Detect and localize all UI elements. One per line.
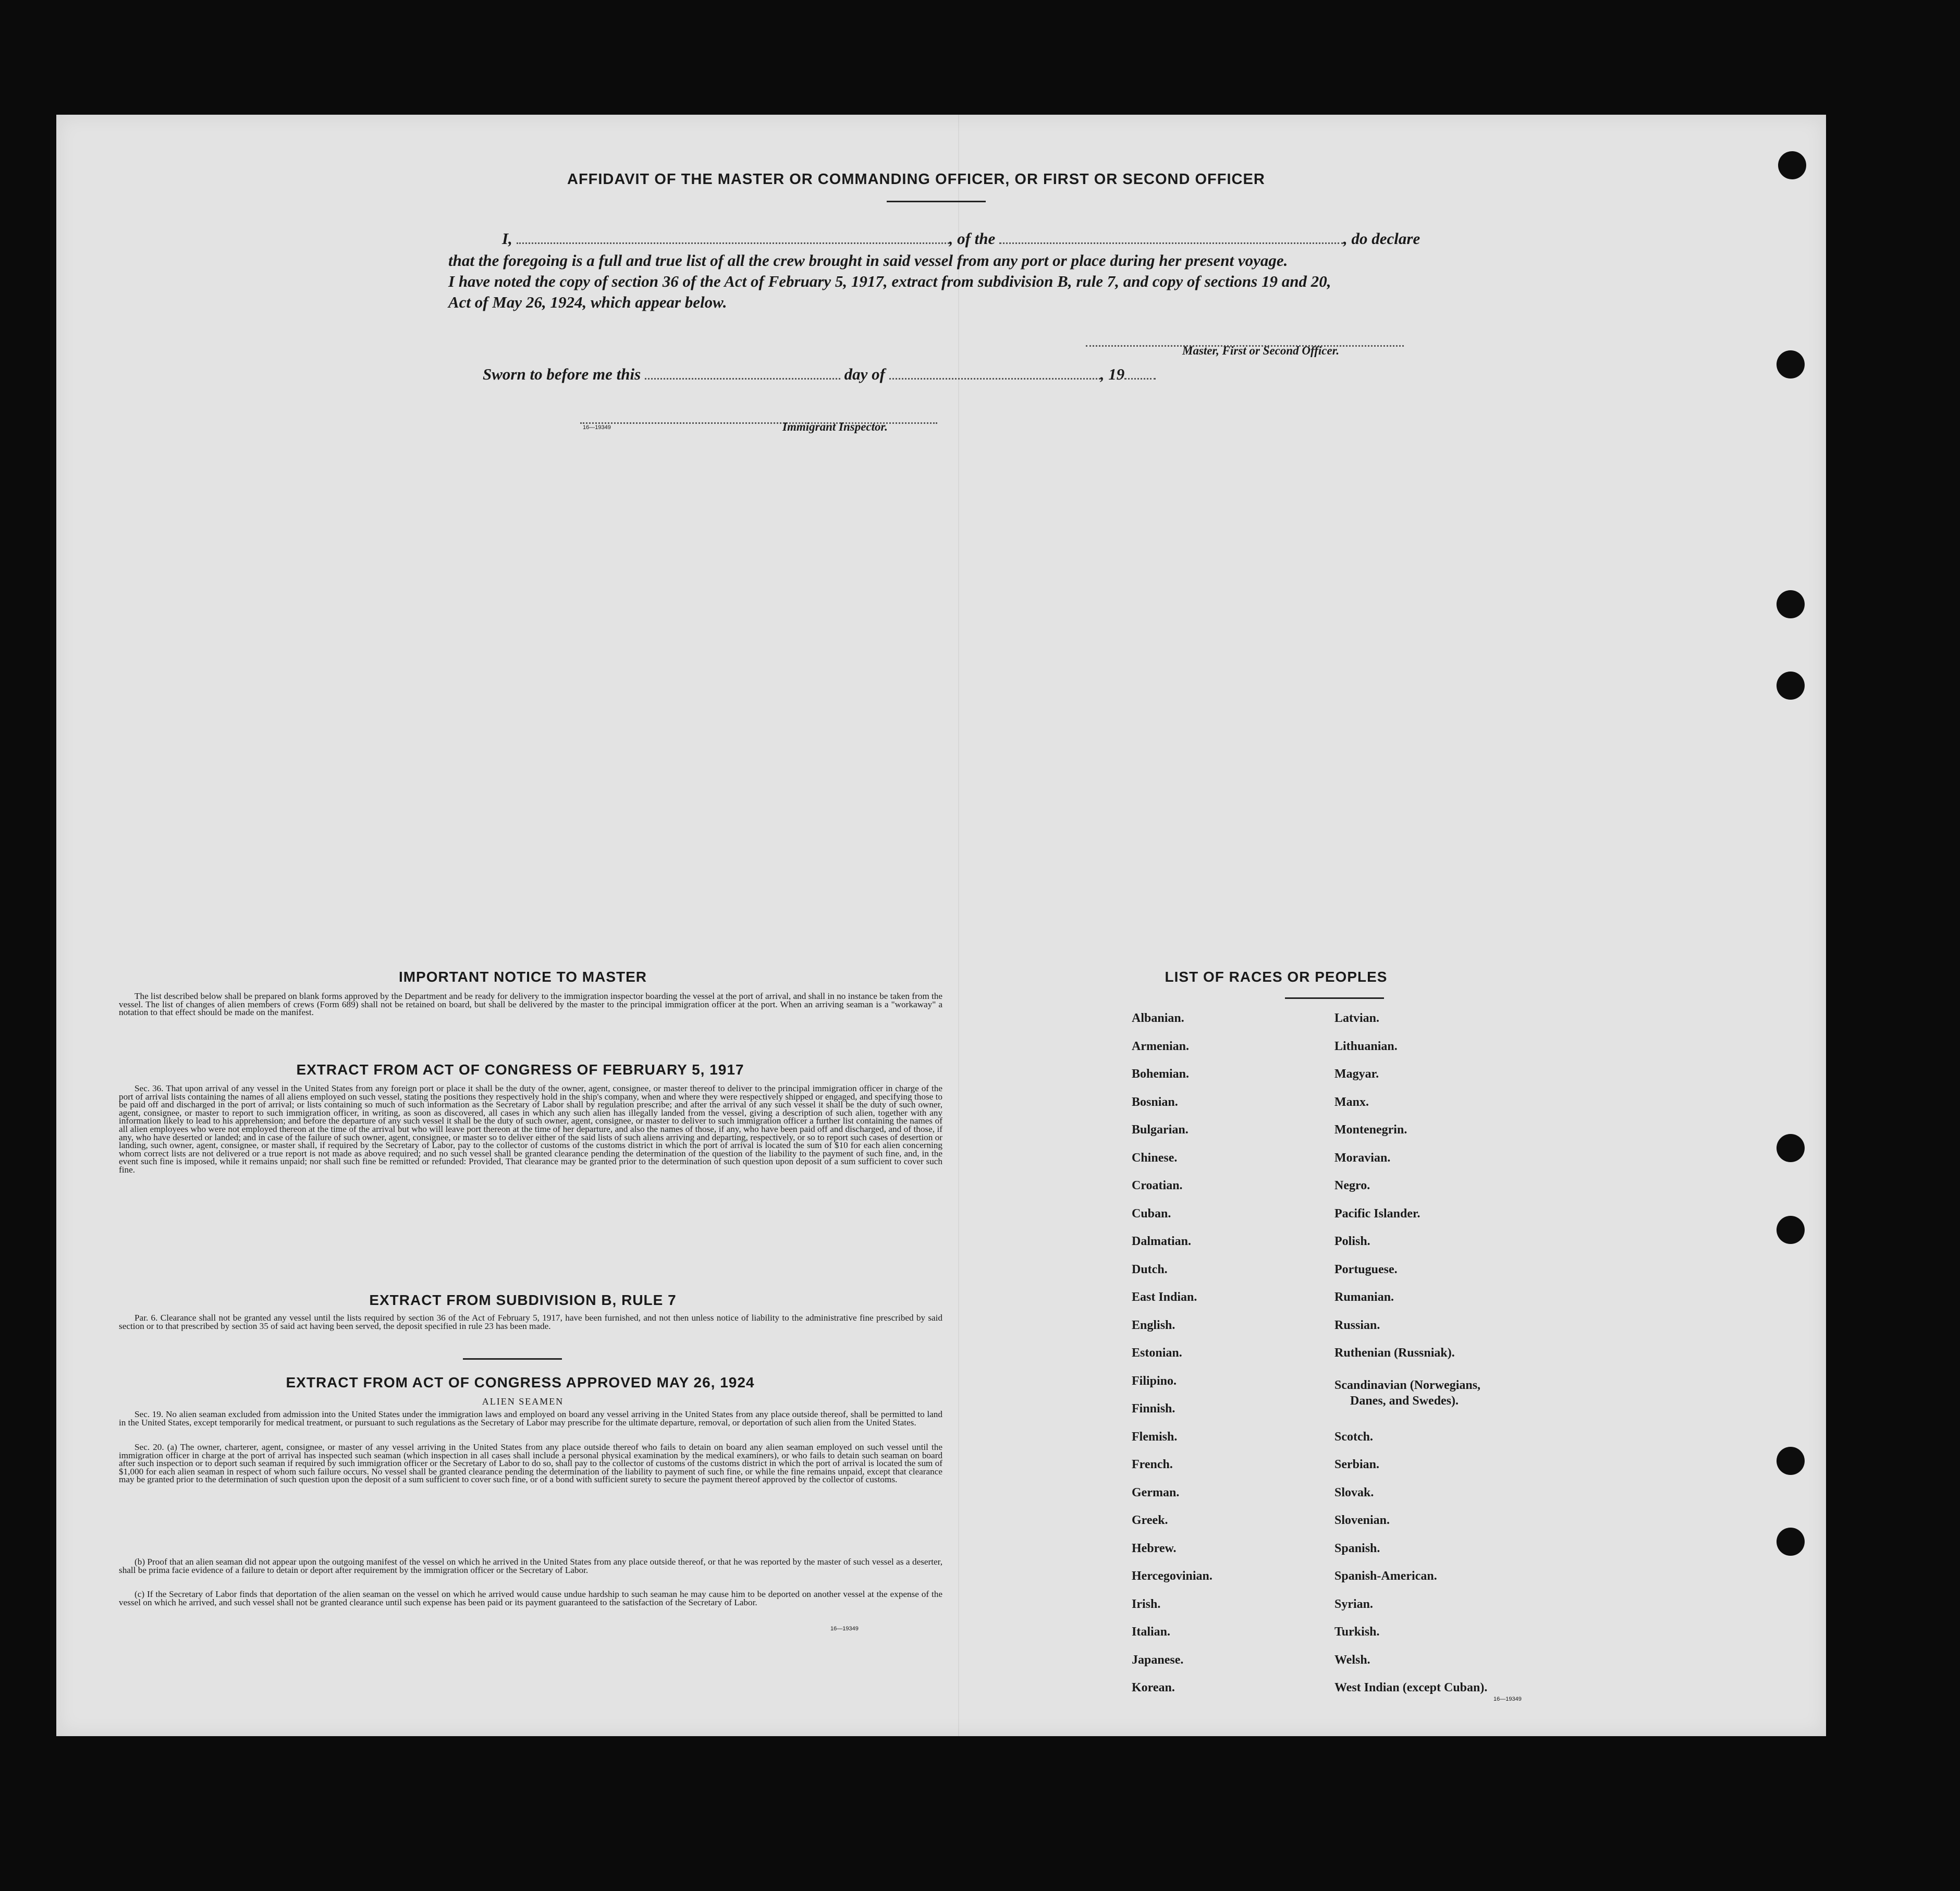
race-item: Croatian.: [1132, 1179, 1183, 1192]
race-item: Turkish.: [1334, 1625, 1380, 1639]
race-item: Flemish.: [1132, 1430, 1178, 1444]
race-item: Cuban.: [1132, 1207, 1171, 1221]
race-item: Greek.: [1132, 1514, 1168, 1527]
sworn-line: [483, 365, 1156, 384]
vessel-field[interactable]: [999, 231, 1343, 244]
rule-7-title: EXTRACT FROM SUBDIVISION B, RULE 7: [369, 1292, 677, 1308]
affidavit-form-number: 16—19349: [583, 424, 611, 431]
punch-hole: [1777, 672, 1805, 700]
race-item: Danes, and Swedes).: [1350, 1394, 1459, 1408]
race-item: Latvian.: [1334, 1011, 1380, 1025]
affidavit-do-declare: , do declare: [1343, 229, 1420, 248]
name-field[interactable]: [517, 231, 949, 244]
race-item: Welsh.: [1334, 1653, 1370, 1667]
notice-text: The list described below shall be prepared on blank forms approved by the Department and be ready for delivery to the immigration inspector boarding the vessel at the port of arrival, and shall in no instance be taken from the vessel. The list of changes of alien members of crews (Form 689) shall not be retained on board, but shall be delivered by the master to the principal immigration officer at the port. When an arriving seaman is a "workaway" a notation to that effect should be made on the manifest.: [119, 991, 942, 1018]
race-item: Moravian.: [1334, 1151, 1391, 1165]
extract-form-number: 16—19349: [830, 1626, 859, 1632]
race-item: Pacific Islander.: [1334, 1207, 1420, 1221]
notice-title: IMPORTANT NOTICE TO MASTER: [398, 969, 647, 985]
extract-1924-sec-20a: Sec. 20. (a) The owner, charterer, agent, consignee, or master of any vessel arriving in the United States from any place outside thereof who fails to detain on board any alien seaman employed on such vessel until the immigration officer in charge at the port of arrival has inspected such seaman (which inspection in all cases shall include a personal physical examination by the medical examiners), or who fails to detain such seaman on board after such inspection or to deport such seaman if required by such immigration officer or the Secretary of Labor to do so, shall pay to the collector of customs of the customs district in which the port of arrival is located the sum of $1,000 for each alien seaman in respect of whom such failure occurs. No vessel shall be granted clearance pending the determination of the liability to payment of such fine, or while the fine remains unpaid, except that clearance may be granted prior to the determination of such question upon the deposit of a sum sufficient to cover such fine, or of a bond with sufficient surety to secure the payment thereof approved by the collector of customs.: [119, 1442, 942, 1485]
race-item: Russian.: [1334, 1319, 1380, 1332]
race-item: Italian.: [1132, 1625, 1171, 1639]
race-item: Lithuanian.: [1334, 1040, 1398, 1053]
races-divider: [1285, 997, 1384, 999]
race-item: Armenian.: [1132, 1040, 1189, 1053]
race-item: German.: [1132, 1486, 1180, 1499]
race-item: Japanese.: [1132, 1653, 1184, 1667]
rule-7-divider: [463, 1358, 562, 1360]
race-item: French.: [1132, 1458, 1173, 1471]
race-item: West Indian (except Cuban).: [1334, 1681, 1488, 1694]
affidavit-i: I,: [502, 229, 512, 248]
race-item: Korean.: [1132, 1681, 1175, 1694]
race-item: Estonian.: [1132, 1346, 1182, 1360]
race-item: Filipino.: [1132, 1374, 1177, 1388]
race-item: Scotch.: [1334, 1430, 1373, 1444]
race-item: Hercegovinian.: [1132, 1569, 1212, 1583]
race-item: Bosnian.: [1132, 1095, 1178, 1109]
race-item: Montenegrin.: [1334, 1123, 1407, 1137]
alien-seamen-subtitle: ALIEN SEAMEN: [482, 1396, 564, 1407]
title-divider: [887, 201, 986, 202]
affidavit-of-the: , of the: [949, 229, 996, 248]
race-item: Manx.: [1334, 1095, 1369, 1109]
race-item: Albanian.: [1132, 1011, 1184, 1025]
race-item: Syrian.: [1334, 1597, 1374, 1611]
punch-hole: [1777, 1134, 1805, 1162]
sworn-year-label: , 19: [1100, 365, 1125, 383]
sworn-prefix: Sworn to before me this: [483, 365, 641, 383]
race-item: Spanish-American.: [1334, 1569, 1437, 1583]
race-item: Ruthenian (Russniak).: [1334, 1346, 1455, 1360]
race-item: Hebrew.: [1132, 1542, 1177, 1555]
extract-1924-title: EXTRACT FROM ACT OF CONGRESS APPROVED MAY 26, 1924: [286, 1374, 755, 1390]
punch-hole: [1778, 151, 1806, 179]
extract-1917-text: Sec. 36. That upon arrival of any vessel in the United States from any foreign port or place it shall be the duty of the owner, agent, consignee, or master thereof to deliver to the principal immigration officer in charge of the port of arrival lists containing the names of all aliens employed on such vessel, stating the positions they respectively hold in the ship's company, when and where they were respectively shipped or engaged, and specifying those to be paid off and discharged in the port of arrival; or lists containing so much of such information as the Secretary of Labor shall by regulation prescribe; and after the arrival of any such vessel it shall be the duty of such owner, agent, consignee, or master to report to such immigration officer, in writing, as soon as discovered, all cases in which any such alien has illegally landed from the vessel, giving a description of such alien, together with any information likely to lead to his apprehension; and before the departure of any such vessel it shall be the duty of such owner, agent, consignee, or master to deliver to such immigration officer a further list containing the names of all alien employees who were not employed thereon at the time of the arrival but who will leave port thereon at the time of her departure, and also the names of those, if any, who have been paid off and discharged, and of those, if any, who have deserted or landed; and in case of the failure of such owner, agent, consignee, or master so to deliver either of the said lists of such aliens arriving and departing, respectively, or so to report such cases of desertion or landing, such owner, agent, consignee, or master shall, if required by the Secretary of Labor, pay to the collector of customs of the customs district in which the port of arrival is located the sum of $10 for each alien concerning whom correct lists are not delivered or a true report is not made as above required; and no such vessel shall be granted clearance pending the determination of the question of the liability to the payment of such fine, and, in the event such fine is imposed, while it remains unpaid; nor shall such fine be remitted or refunded: Provided, That clearance may be granted prior to the determination of such question upon deposit of a sum sufficient to cover such fine.: [119, 1083, 942, 1175]
race-item: Finnish.: [1132, 1402, 1175, 1416]
sworn-day-field[interactable]: [645, 367, 840, 380]
race-item: Bulgarian.: [1132, 1123, 1189, 1137]
affidavit-declaration-line: [502, 229, 1420, 248]
master-signature-label: Master, First or Second Officer.: [1182, 344, 1340, 357]
race-item: Negro.: [1334, 1179, 1370, 1192]
race-item: Serbian.: [1334, 1458, 1380, 1471]
race-item: Irish.: [1132, 1597, 1161, 1611]
race-item: Slovak.: [1334, 1486, 1374, 1499]
race-item: Bohemian.: [1132, 1067, 1190, 1081]
punch-hole: [1777, 1216, 1805, 1244]
extract-1917-title: EXTRACT FROM ACT OF CONGRESS OF FEBRUARY 5, 1917: [296, 1062, 744, 1078]
race-item: Scandinavian (Norwegians,: [1334, 1378, 1481, 1392]
race-item: Dutch.: [1132, 1263, 1168, 1276]
punch-hole: [1777, 590, 1805, 618]
affidavit-line-4: Act of May 26, 1924, which appear below.: [448, 293, 727, 311]
punch-hole: [1777, 1447, 1805, 1475]
race-item: Chinese.: [1132, 1151, 1178, 1165]
sworn-month-field[interactable]: [889, 367, 1100, 380]
inspector-signature-label: Immigrant Inspector.: [782, 420, 888, 433]
race-item: Rumanian.: [1334, 1290, 1394, 1304]
extract-1924-sec-20b: (b) Proof that an alien seaman did not appear upon the outgoing manifest of the vessel on which he arrived in the United States from any place outside thereof, or that he was reported by the master of such vessel as a deserter, shall be prima facie evidence of a failure to detain or deport after requirement by the immigration officer or the Secretary of Labor.: [119, 1557, 942, 1575]
race-item: Polish.: [1334, 1235, 1370, 1248]
races-title: LIST OF RACES OR PEOPLES: [1165, 969, 1388, 985]
rule-7-text: Par. 6. Clearance shall not be granted any vessel until the lists required by section 36 of the Act of February 5, 1917, have been furnished, and not then unless notice of liability to the administrative fine prescribed by said section or to that prescribed by section 35 of said act having been served, the deposit specified in rule 23 has been made.: [119, 1313, 942, 1331]
punch-hole: [1777, 350, 1805, 379]
race-item: Magyar.: [1334, 1067, 1379, 1081]
race-item: Spanish.: [1334, 1542, 1380, 1555]
race-item: English.: [1132, 1319, 1175, 1332]
race-item: Slovenian.: [1334, 1514, 1390, 1527]
affidavit-line-2: that the foregoing is a full and true list of all the crew brought in said vessel from any port or place during her present voyage.: [448, 251, 1288, 270]
affidavit-title: AFFIDAVIT OF THE MASTER OR COMMANDING OFFICER, OR FIRST OR SECOND OFFICER: [567, 171, 1265, 188]
sworn-day-label: day of: [844, 365, 885, 383]
sworn-year-field[interactable]: [1124, 367, 1156, 380]
page-fold: [958, 115, 959, 1736]
punch-hole: [1777, 1528, 1805, 1556]
affidavit-line-3: I have noted the copy of section 36 of the Act of February 5, 1917, extract from subdivision B, rule 7, and copy of sections 19 and 20,: [448, 272, 1331, 290]
document-page: [56, 115, 1826, 1736]
race-item: Dalmatian.: [1132, 1235, 1191, 1248]
race-item: East Indian.: [1132, 1290, 1197, 1304]
race-item: Portuguese.: [1334, 1263, 1398, 1276]
races-form-number: 16—19349: [1493, 1696, 1522, 1702]
extract-1924-sec-20c: (c) If the Secretary of Labor finds that deportation of the alien seaman on the vessel on which he arrived would cause undue hardship to such seaman he may cause him to be deported on another vessel at the expense of the vessel on which he arrived, and such vessel shall not be granted clearance until such expense has been paid or its payment guaranteed to the satisfaction of the Secretary of Labor.: [119, 1589, 942, 1607]
extract-1924-sec-19: Sec. 19. No alien seaman excluded from admission into the United States under the immigration laws and employed on board any vessel arriving in the United States from any place outside thereof, shall be permitted to land in the United States, except temporarily for medical treatment, or pursuant to such regulations as the Secretary of Labor may prescribe for the ultimate departure, removal, or deportation of such alien from the United States.: [119, 1409, 942, 1428]
